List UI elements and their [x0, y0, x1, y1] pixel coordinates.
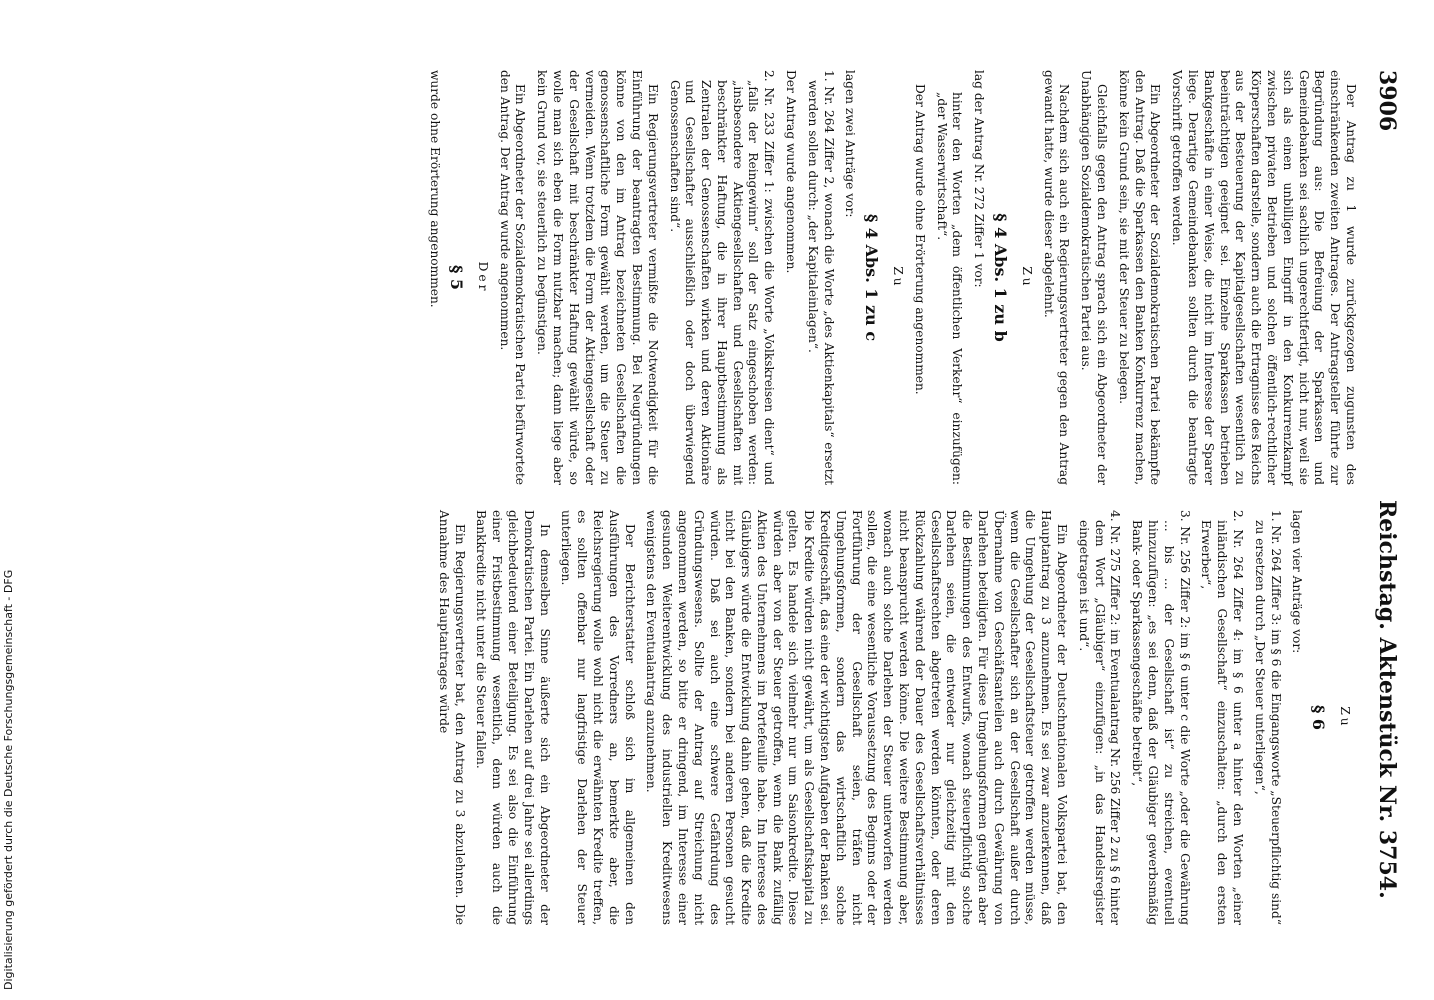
paragraph: hinter den Worten „dem öffentlichen Verkehr“ einzufügen: „der Wasserwirtschaft“. — [934, 92, 965, 485]
section-intro: Der — [475, 261, 490, 294]
paragraph: lagen zwei Anträge vor: — [843, 70, 858, 218]
section-heading: § 6 — [1309, 704, 1329, 731]
list-item: 2. Nr. 233 Ziffer 1: zwischen die Worte „Volkskreisen dient“ und „falls der Reingewinn“ soll der Satz eingeschoben werden: „insbesondere Aktiengesellschaften und Gesellschaften mit beschränkter Haftung, die in ihrer Hauptbestimmung als Zentralen der Genossenschaften wirken und deren Aktionäre und Gesellschafter ausschließlich oder doch überwiegend Genossenschaften sind“. — [667, 70, 777, 485]
running-title: Reichstag. Aktenstück Nr. 3754. — [1374, 500, 1400, 899]
left-column — [420, 70, 1358, 485]
page-number: 3906 — [1374, 70, 1400, 132]
section-heading: § 5 — [446, 264, 466, 291]
paragraph: Der Berichterstatter schloß sich im allgemeinen den Ausführungen des Vorredners an, bemerkte aber, die Reichsregierung wolle wohl nicht die erwähnten Kredite treffen, es sollten offenbar nur langfristige Darlehen der Steuer unterliegen. — [559, 510, 637, 925]
side-note-anchor — [2, 569, 15, 991]
list-item: 2. Nr. 264 Ziffer 4: im § 6 unter a hinter den Worten „einer inländischen Gesellschaft“ einzuschalten: „durch den ersten Erwerber“, — [1199, 510, 1246, 925]
paragraph: Ein Regierungsvertreter vermißte die Notwendigkeit für die Einführung der beantragten Bestimmung. Bei Neugründungen könne von den im Antrag bezeichneten Gesellschaften die genossenschaftliche Form gewählt werden, um die Steuer zu vermeiden. Wenn trotzdem die Form der Aktiengesellschaft oder der Gesellschaft mit beschränkter Haftung gewählt würde, so wolle man sich eben die Form nutzbar machen; dann liege aber kein Grund vor, sie steuerlich zu begünstigen. — [535, 70, 660, 485]
paragraph: lag der Antrag Nr. 272 Ziffer 1 vor: — [972, 70, 987, 288]
list-item: 1. Nr. 264 Ziffer 2, wonach die Worte „des Aktienkapitals“ ersetzt werden sollen durch: „der Kapitaleinlagen“. — [805, 70, 836, 485]
paragraph: Ein Regierungsvertreter bat, den Antrag zu 3 abzulehnen. Die Annahme des Hauptantrages würde — [436, 510, 467, 925]
paragraph: Der Antrag wurde angenommen. — [784, 70, 799, 274]
section-heading: § 4 Abs. 1 zu c — [862, 213, 882, 342]
list-item: 3. Nr. 256 Ziffer 2: im § 6 unter c die Worte „oder die Gewährung ... bis ... der Gesellschaft ist“ zu streichen, eventuell hinzuzufügen: „es sei denn, daß der Gläubiger gewerbsmäßig Bank- oder Sparkassengeschäfte betreibt“, — [1130, 510, 1192, 925]
right-column — [429, 510, 1358, 925]
rotated-document — [100, 70, 1400, 930]
paragraph: lagen vier Anträge vor: — [1290, 510, 1305, 654]
paragraph: wurde ohne Erörterung angenommen. — [428, 70, 443, 308]
section-intro: Zu — [1338, 706, 1352, 729]
funding-note — [2, 0, 15, 990]
list-item: 4. Nr. 275 Ziffer 2: im Eventualantrag Nr. 256 Ziffer 2 zu § 6 hinter dem Wort „Gläubiger“ einzufügen: „in das Handelsregister eingetragen ist und“. — [1076, 510, 1123, 925]
section-intro: Zu — [891, 266, 906, 289]
paragraph: Der Antrag wurde ohne Erörterung angenommen. — [912, 84, 927, 395]
paragraph: Gleichfalls gegen den Antrag sprach sich ein Abgeordneter der Unabhängigen Sozialdemokratischen Partei aus. — [1079, 70, 1110, 485]
list-item: 1. Nr. 264 Ziffer 3: im § 6 die Eingangsworte „Steuerpflichtig sind“ zu ersetzen durch „Der Steuer unterliegen“, — [1252, 510, 1283, 925]
paragraph: Der Antrag zu 1 wurde zurückgezogen zugunsten des einschränkenden zweiten Antrages. Der Antragsteller führte zur Begründung aus: Die Befreiung der Sparkassen und Gemeindebanken sei sachlich ungerechtfertigt, nicht nur, weil sie sich als einen unbilligen Eingriff in den Konkurrenzkampf zwischen privaten Betrieben und solchen öffentlich-rechtlicher Körperschaften darstelle, sondern auch die Ertragnisse des Reichs aus der Besteuerung der Kapitalgesellschaften wesentlich zu beeinträchtigen geeignet sei. Einzelne Sparkassen betrieben Bankgeschäfte in einer Weise, die nicht im Interesse der Sparer liege. Derartige Gemeindebanken sollten durch die beantragte Vorschrift getroffen werden. — [1170, 70, 1358, 485]
paragraph: Ein Abgeordneter der Sozialdemokratischen Partei befürwortete den Antrag. Der Antrag wurde angenommen. — [497, 70, 528, 485]
section-intro: Zu — [1019, 266, 1034, 289]
funding-note-text: Digitalisierung gefördert durch die Deutsche Forschungsgemeinschaft - — [2, 596, 15, 990]
paragraph: In demselben Sinne äußerte sich ein Abgeordneter der Demokratischen Partei. Ein Darlehen auf drei Jahre sei allerdings gleichbedeutend einer Beteiligung. Es sei also die Einführung einer Fristbestimmung wesentlich, denn würden auch die Bankkredite nicht unter die Steuer fallen. — [474, 510, 552, 925]
section-heading: § 4 Abs. 1 zu b — [991, 213, 1011, 342]
paragraph: Ein Abgeordneter der Sozialdemokratischen Partei bekämpfte den Antrag. Daß die Sparkassen den Banken Konkurrenz machen, könne kein Grund sein, sie mit der Steuer zu belegen. — [1116, 70, 1163, 485]
page-header — [1364, 70, 1400, 930]
paragraph: Nachdem sich auch ein Regierungsvertreter gegen den Antrag gewandt hatte, wurde dieser abgelehnt. — [1041, 70, 1072, 485]
paragraph: Ein Abgeordneter der Deutschnationalen Volkspartei bat, den Hauptantrag zu 3 anzunehmen. Es sei zwar anzuerkennen, daß die Umgehung der Gesellschaftsteuer getroffen werden müsse, wenn die Gesellschafter sich an der Gesellschaft außer durch Übernahme von Geschäftsanteilen auch durch Gewährung von Darlehen beteiligten. Für diese Umgehungsformen genügten aber die Bestimmungen des Entwurfs, wonach steuerpflichtig solche Darlehen seien, die entweder nur gleichzeitig mit den Gesellschaftsrechten abgetreten werden könnten, oder deren Rückzahlung während der Dauer des Gesellschaftsverhältnisses nicht beansprucht werden könne. Die weitere Bestimmung aber, wonach auch solche Darlehen der Steuer unterworfen werden sollen, die eine wesentliche Voraussetzung des Beginns oder der Fortführung der Gesellschaft seien, träfen nicht Umgehungsformen, sondern das wirtschaftlich solche Kreditgeschäft, das eine der wichtigsten Aufgaben der Banken sei. Die Kredite würden nicht gewährt, um als Gesellschaftskapital zu gelten. Es handele sich vielmehr nur um Saisonkredite. Diese würden aber von der Steuer getroffen, wenn die Bank zufällig Aktien des Unternehmens im Portefeuille habe. Im Interesse des Gläubigers würde die Entwicklung dahin gehen, daß die Kredite nicht bei den Banken, sondern bei anderen Personen gesucht würden. Daß sei auch eine schwere Gefährdung des Gründungswesens. Sollte der Antrag auf Streichung nicht angenommen werden, so bitte er dringend, im Interesse einer gesunden Weiterentwicklung des industriellen Kreditwesens wenigstens den Eventualantrag anzunehmen. — [644, 510, 1070, 925]
dfg-logo: DFG — [2, 569, 15, 594]
